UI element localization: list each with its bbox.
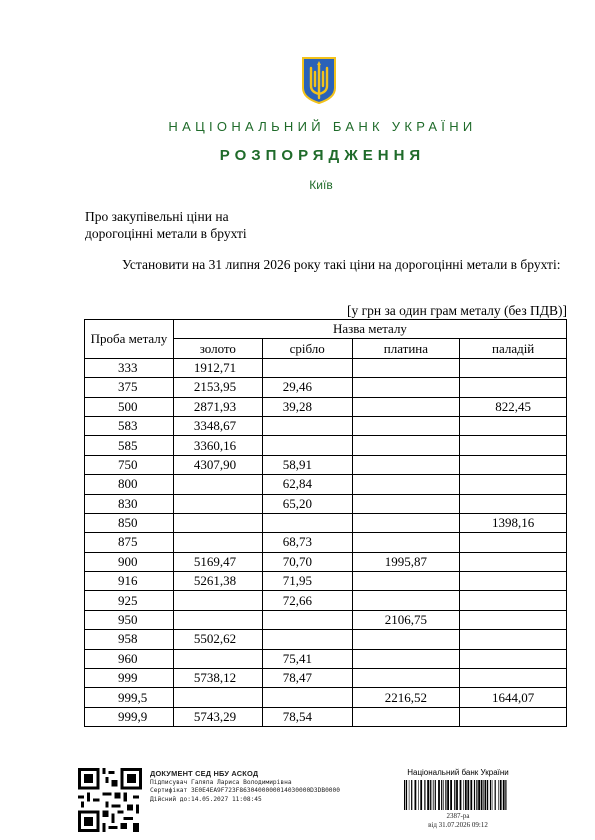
header-silver: срібло <box>262 339 352 358</box>
barcode-icon <box>404 780 509 810</box>
palladium-price-cell <box>460 378 567 397</box>
table-row <box>85 416 567 435</box>
silver-price-cell: 68,73 <box>262 533 352 552</box>
bank-name: НАЦІОНАЛЬНИЙ БАНК УКРАЇНИ <box>168 119 477 134</box>
palladium-price-cell <box>460 707 567 726</box>
gold-price-cell <box>173 649 262 668</box>
proba-cell: 999,5 <box>85 688 174 707</box>
table-row <box>85 669 567 688</box>
silver-price-cell <box>262 610 352 629</box>
platinum-price-cell <box>352 630 460 649</box>
header-platinum: платина <box>352 339 460 358</box>
proba-cell: 960 <box>85 649 174 668</box>
gold-price-cell: 5738,12 <box>173 669 262 688</box>
palladium-price-cell <box>460 572 567 591</box>
table-row <box>85 630 567 649</box>
palladium-price-cell <box>460 630 567 649</box>
document-type: РОЗПОРЯДЖЕННЯ <box>219 147 426 164</box>
platinum-price-cell <box>352 494 460 513</box>
palladium-price-cell <box>460 669 567 688</box>
table-row <box>85 572 567 591</box>
silver-price-cell <box>262 436 352 455</box>
footer-bank-name: Національний банк України <box>407 768 509 777</box>
gold-price-cell: 5169,47 <box>173 552 262 571</box>
platinum-price-cell <box>352 475 460 494</box>
sed-title: ДОКУМЕНТ СЕД НБУ АСКОД <box>150 769 259 778</box>
table-row <box>85 358 567 377</box>
gold-price-cell <box>173 688 262 707</box>
header-metal-group: Назва металу <box>173 320 566 339</box>
platinum-price-cell: 2106,75 <box>352 610 460 629</box>
palladium-price-cell: 822,45 <box>460 397 567 416</box>
palladium-price-cell <box>460 494 567 513</box>
silver-price-cell <box>262 513 352 532</box>
gold-price-cell: 3360,16 <box>173 436 262 455</box>
gold-price-cell <box>173 475 262 494</box>
proba-cell: 916 <box>85 572 174 591</box>
registration-date: від 31.07.2026 09:12 <box>428 821 488 829</box>
platinum-price-cell <box>352 416 460 435</box>
silver-price-cell <box>262 358 352 377</box>
gold-price-cell: 2153,95 <box>173 378 262 397</box>
platinum-price-cell <box>352 591 460 610</box>
gold-price-cell: 3348,67 <box>173 416 262 435</box>
signature-info <box>150 770 340 804</box>
palladium-price-cell <box>460 552 567 571</box>
subject-line-2: дорогоцінні метали в брухті <box>85 226 247 241</box>
gold-price-cell: 1912,71 <box>173 358 262 377</box>
palladium-price-cell <box>460 416 567 435</box>
platinum-price-cell <box>352 358 460 377</box>
palladium-price-cell <box>460 591 567 610</box>
gold-price-cell: 5261,38 <box>173 572 262 591</box>
proba-cell: 500 <box>85 397 174 416</box>
silver-price-cell: 58,91 <box>262 455 352 474</box>
gold-price-cell: 4307,90 <box>173 455 262 474</box>
proba-cell: 830 <box>85 494 174 513</box>
city: Київ <box>309 178 333 192</box>
platinum-price-cell <box>352 513 460 532</box>
platinum-price-cell <box>352 533 460 552</box>
silver-price-cell: 62,84 <box>262 475 352 494</box>
gold-price-cell: 2871,93 <box>173 397 262 416</box>
palladium-price-cell <box>460 649 567 668</box>
gold-price-cell: 5743,29 <box>173 707 262 726</box>
table-row <box>85 610 567 629</box>
palladium-price-cell <box>460 436 567 455</box>
valid-until: Дійсний до:14.05.2027 11:08:45 <box>150 795 262 803</box>
proba-cell: 925 <box>85 591 174 610</box>
silver-price-cell: 75,41 <box>262 649 352 668</box>
proba-cell: 585 <box>85 436 174 455</box>
price-rows <box>85 358 567 726</box>
prices-table <box>84 319 567 727</box>
silver-price-cell: 78,47 <box>262 669 352 688</box>
header-proba: Проба металу <box>85 320 174 359</box>
units-note: [у грн за один грам металу (без ПДВ)] <box>346 303 567 318</box>
gold-price-cell: 5502,62 <box>173 630 262 649</box>
proba-cell: 958 <box>85 630 174 649</box>
palladium-price-cell <box>460 358 567 377</box>
proba-cell: 950 <box>85 610 174 629</box>
table-row <box>85 475 567 494</box>
table-row <box>85 649 567 668</box>
body-text: Установити на 31 липня 2026 року такі ціни на дорогоцінні метали в брухті: <box>122 257 561 272</box>
table-row <box>85 513 567 532</box>
platinum-price-cell: 1995,87 <box>352 552 460 571</box>
platinum-price-cell <box>352 378 460 397</box>
signer: Підписувач Галяпа Лариса Володимирівна <box>150 778 292 786</box>
proba-cell: 900 <box>85 552 174 571</box>
qr-code-icon <box>78 768 142 832</box>
proba-cell: 583 <box>85 416 174 435</box>
platinum-price-cell <box>352 397 460 416</box>
table-row <box>85 378 567 397</box>
registration-info <box>388 812 528 830</box>
proba-cell: 999,9 <box>85 707 174 726</box>
table-row <box>85 494 567 513</box>
proba-cell: 875 <box>85 533 174 552</box>
silver-price-cell: 78,54 <box>262 707 352 726</box>
silver-price-cell: 39,28 <box>262 397 352 416</box>
palladium-price-cell <box>460 455 567 474</box>
palladium-price-cell: 1644,07 <box>460 688 567 707</box>
table-row <box>85 533 567 552</box>
silver-price-cell: 65,20 <box>262 494 352 513</box>
coat-of-arms-icon <box>301 56 337 104</box>
silver-price-cell <box>262 688 352 707</box>
palladium-price-cell <box>460 475 567 494</box>
proba-cell: 750 <box>85 455 174 474</box>
table-row <box>85 552 567 571</box>
platinum-price-cell <box>352 669 460 688</box>
table-row <box>85 688 567 707</box>
proba-cell: 800 <box>85 475 174 494</box>
gold-price-cell <box>173 610 262 629</box>
table-row <box>85 591 567 610</box>
silver-price-cell: 29,46 <box>262 378 352 397</box>
palladium-price-cell <box>460 610 567 629</box>
proba-cell: 999 <box>85 669 174 688</box>
document-subject <box>85 208 247 242</box>
table-row <box>85 707 567 726</box>
gold-price-cell <box>173 494 262 513</box>
subject-line-1: Про закупівельні ціни на <box>85 209 229 224</box>
silver-price-cell: 70,70 <box>262 552 352 571</box>
silver-price-cell <box>262 416 352 435</box>
proba-cell: 375 <box>85 378 174 397</box>
gold-price-cell <box>173 591 262 610</box>
palladium-price-cell <box>460 533 567 552</box>
table-row <box>85 455 567 474</box>
platinum-price-cell <box>352 707 460 726</box>
table-row <box>85 397 567 416</box>
platinum-price-cell: 2216,52 <box>352 688 460 707</box>
silver-price-cell: 71,95 <box>262 572 352 591</box>
proba-cell: 333 <box>85 358 174 377</box>
table-row <box>85 436 567 455</box>
silver-price-cell <box>262 630 352 649</box>
signature-footer <box>0 768 595 838</box>
platinum-price-cell <box>352 572 460 591</box>
proba-cell: 850 <box>85 513 174 532</box>
platinum-price-cell <box>352 436 460 455</box>
gold-price-cell <box>173 513 262 532</box>
platinum-price-cell <box>352 455 460 474</box>
header-palladium: паладій <box>460 339 567 358</box>
certificate: Сертифікат 3E0E4EA9F723F8630400000014030000D3DB0000 <box>150 787 340 795</box>
platinum-price-cell <box>352 649 460 668</box>
silver-price-cell: 72,66 <box>262 591 352 610</box>
registration-number: 2387-ра <box>446 812 470 820</box>
palladium-price-cell: 1398,16 <box>460 513 567 532</box>
header-gold: золото <box>173 339 262 358</box>
gold-price-cell <box>173 533 262 552</box>
